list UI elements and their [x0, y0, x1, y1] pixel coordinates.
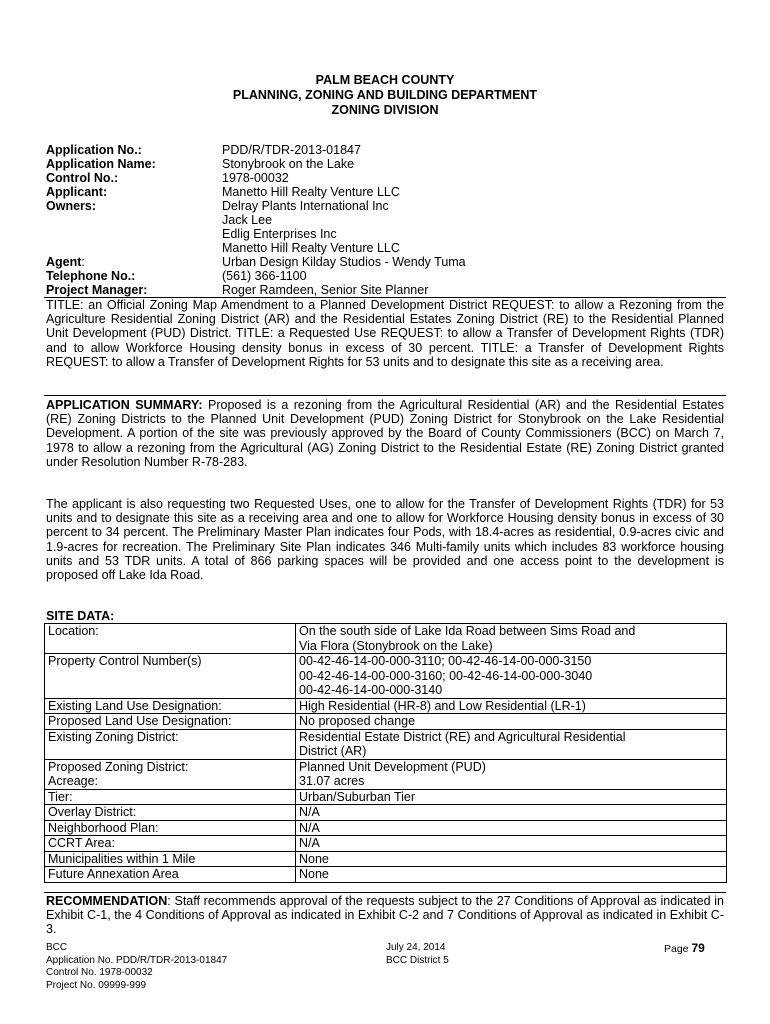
- recommendation-text: : Staff recommends approval of the requests subject to the 27 Conditions of Approval as indicated in Exhibit C-1, the 4 Conditions of Approval as indicated in Exhibit C-2 and 7 Conditions of Approval as indicated in Exhibit C-3.: [46, 894, 724, 937]
- footer-page: [664, 942, 705, 956]
- row-label: Future Annexation Area: [45, 867, 296, 883]
- row-value: High Residential (HR-8) and Low Residential (LR-1): [296, 698, 727, 714]
- application-summary: [46, 398, 724, 469]
- header-department: PLANNING, ZONING AND BUILDING DEPARTMENT: [232, 88, 538, 102]
- row-label: Tier:: [45, 789, 296, 805]
- control-no-label: Control No.:: [46, 171, 119, 185]
- row-value: Planned Unit Development (PUD): [296, 759, 727, 774]
- divider-line: [44, 395, 726, 396]
- row-value: 00-42-46-14-00-000-3110; 00-42-46-14-00-000-3150 00-42-46-14-00-000-3160; 00-42-46-14-00-000-3040 00-42-46-14-00-000-3140: [296, 654, 727, 699]
- footer-control-no: Control No. 1978-00032: [46, 967, 153, 978]
- owners-label: Owners:: [46, 199, 97, 213]
- table-row: [45, 789, 727, 805]
- row-value: 31.07 acres: [296, 774, 727, 789]
- telephone-label: Telephone No.:: [46, 269, 136, 283]
- owner-3: Edlig Enterprises Inc: [222, 227, 337, 241]
- owner-2: Jack Lee: [222, 213, 273, 227]
- applicant-value: Manetto Hill Realty Venture LLC: [222, 185, 400, 199]
- table-row: [45, 698, 727, 714]
- table-row: [45, 714, 727, 730]
- application-name-label: Application Name:: [46, 157, 156, 171]
- header-county: PALM BEACH COUNTY: [315, 73, 455, 87]
- telephone-value: (561) 366-1100: [222, 269, 307, 283]
- recommendation-label: RECOMMENDATION: [46, 894, 168, 908]
- site-data-table: [44, 623, 727, 883]
- owner-1: Delray Plants International Inc: [222, 199, 389, 213]
- footer-date: July 24, 2014: [386, 942, 446, 953]
- row-value: None: [296, 867, 727, 883]
- agent-label-cell: [46, 255, 222, 269]
- row-value: N/A: [296, 805, 727, 821]
- row-value: On the south side of Lake Ida Road between Sims Road and Via Flora (Stonybrook on the Lake): [296, 624, 727, 654]
- page-number: 79: [691, 941, 705, 955]
- agent-value: Urban Design Kilday Studios - Wendy Tuma: [222, 255, 466, 269]
- row-label: Proposed Zoning District:: [45, 759, 296, 774]
- table-row: [45, 836, 727, 852]
- header-division: ZONING DIVISION: [331, 103, 439, 117]
- title-paragraph: TITLE: an Official Zoning Map Amendment to a Planned Development District REQUEST: to allow a Rezoning from the Agriculture Residential Zoning District (AR) and the Residential Estates Zoning District (RE) to the Residential Planned Unit Development (PUD) District. TITLE: a Requested Use REQUEST: to allow a Transfer of Development Rights (TDR) and to allow Workforce Housing density bonus in excess of 30 percent. TITLE: a Transfer of Development Rights REQUEST: to allow a Transfer of Development Rights for 53 units and to designate this site as a receiving area.: [46, 298, 724, 369]
- footer-district: BCC District 5: [386, 954, 449, 966]
- row-label: Overlay District:: [45, 805, 296, 821]
- row-label: Existing Zoning District:: [45, 729, 296, 759]
- row-value: N/A: [296, 820, 727, 836]
- footer-application-no: Application No. PDD/R/TDR-2013-01847: [46, 954, 228, 966]
- row-label: Location:: [45, 624, 296, 654]
- table-row: [45, 774, 727, 789]
- application-no-label: Application No.:: [46, 143, 142, 157]
- summary-paragraph-2: The applicant is also requesting two Requested Uses, one to allow for the Transfer of Development Rights (TDR) for 53 units and to designate this site as a receiving area and one to allow for Workforce Housing density bonus in excess of 30 percent to 34 percent. The Preliminary Master Plan indicates four Pods, with 18.4-acres as residential, 0.9-acres civic and 1.9-acres for recreation. The Preliminary Site Plan indicates 346 Multi-family units which includes 83 workforce housing units and 53 TDR units. A total of 866 parking spaces will be provided and one access point to the development is proposed off Lake Ida Road.: [46, 497, 724, 583]
- summary-text: Proposed is a rezoning from the Agricultural Residential (AR) and the Residential Estates (RE) Zoning Districts to the Planned Unit Development (PUD) Zoning District for Stonybrook on the Lake Residential Development. A portion of the site was previously approved by the Board of County Commissioners (BCC) on March 7, 1978 to allow a rezoning from the Agricultural (AG) Zoning District to the Residential Estate (RE) Zoning District granted under Resolution Number R-78-283.: [46, 398, 724, 469]
- table-row: [45, 805, 727, 821]
- footer-center: [386, 942, 449, 967]
- application-no-value: PDD/R/TDR-2013-01847: [222, 143, 361, 157]
- row-value: Urban/Suburban Tier: [296, 789, 727, 805]
- table-row: [45, 759, 727, 774]
- table-row: [45, 820, 727, 836]
- row-label: Municipalities within 1 Mile: [45, 851, 296, 867]
- agent-colon: :: [81, 255, 85, 269]
- table-row: [45, 867, 727, 883]
- application-info: [46, 143, 466, 297]
- application-name-value: Stonybrook on the Lake: [222, 157, 355, 171]
- document-header: [0, 73, 770, 118]
- divider-line: [44, 892, 726, 893]
- site-data-title: SITE DATA:: [46, 609, 115, 623]
- row-label: Acreage:: [45, 774, 296, 789]
- project-manager-value: Roger Ramdeen, Senior Site Planner: [222, 283, 429, 297]
- control-no-value: 1978-00032: [222, 171, 289, 185]
- recommendation: [46, 894, 724, 937]
- row-label: Neighborhood Plan:: [45, 820, 296, 836]
- footer-left: [46, 942, 227, 992]
- table-row: [45, 729, 727, 759]
- row-value: No proposed change: [296, 714, 727, 730]
- footer-bcc: BCC: [46, 942, 68, 953]
- table-row: [45, 851, 727, 867]
- owner-4: Manetto Hill Realty Venture LLC: [222, 241, 400, 255]
- row-label: Proposed Land Use Designation:: [45, 714, 296, 730]
- applicant-label: Applicant:: [46, 185, 108, 199]
- row-label: Property Control Number(s): [45, 654, 296, 699]
- row-label: Existing Land Use Designation:: [45, 698, 296, 714]
- table-row: [45, 654, 727, 699]
- row-value: None: [296, 851, 727, 867]
- row-value: N/A: [296, 836, 727, 852]
- agent-label: Agent: [46, 255, 82, 269]
- page-label: Page: [664, 943, 692, 955]
- summary-label: APPLICATION SUMMARY:: [46, 398, 203, 412]
- row-label: CCRT Area:: [45, 836, 296, 852]
- footer-project-no: Project No. 09999-999: [46, 979, 147, 991]
- table-row: [45, 624, 727, 654]
- row-value: Residential Estate District (RE) and Agricultural Residential District (AR): [296, 729, 727, 759]
- project-manager-label: Project Manager:: [46, 283, 148, 297]
